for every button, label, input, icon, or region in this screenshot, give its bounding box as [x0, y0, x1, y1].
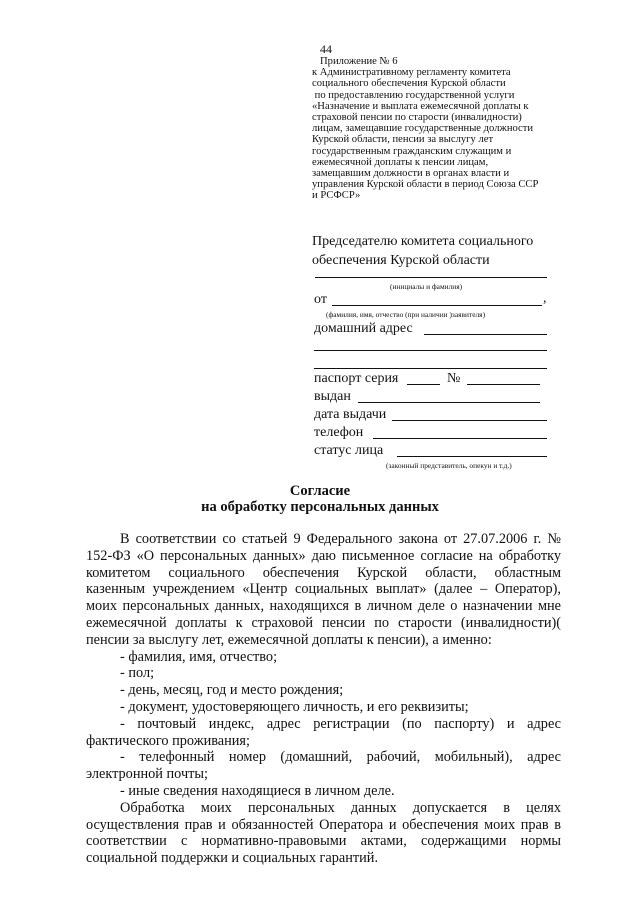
status-label: статус лица — [314, 443, 384, 458]
body-line: пенсии за выслугу лет, ежемесячной доплаты к пенсии), а именно: — [86, 631, 492, 648]
list-item-continuation: фактического проживания; — [86, 732, 250, 749]
list-item: - почтовый индекс, адрес регистрации (по паспорту) и адрес — [120, 715, 561, 732]
consent-subtitle: на обработку персональных данных — [201, 499, 439, 515]
appendix-line: к Административному регламенту комитета — [312, 67, 511, 79]
appendix-line: социального обеспечения Курской области — [312, 78, 506, 90]
page-number: 44 — [320, 42, 332, 56]
appendix-line: замещавшим должности в органах власти и — [312, 168, 510, 180]
body-line: 152-ФЗ «О персональных данных» даю письменное согласие на обработку — [86, 547, 561, 564]
appendix-line: страховой пенсии по старости (инвалидности) — [312, 112, 522, 124]
list-item: - иные сведения находящиеся в личном деле. — [120, 782, 395, 799]
list-item: - пол; — [120, 665, 155, 682]
issued-by-field[interactable] — [358, 402, 540, 403]
applicant-name-field[interactable] — [332, 305, 542, 306]
appendix-line: ежемесячной доплаты к пенсии лицам, — [312, 156, 489, 168]
passport-number-label: № — [447, 371, 461, 386]
body-line: моих персональных данных, находящихся в личном деле о назначении мне — [86, 598, 561, 615]
home-address-field[interactable] — [424, 334, 547, 335]
body-line: осуществления прав и обязанностей Оператора и обеспечения моих прав в — [86, 816, 561, 833]
passport-number-field[interactable] — [467, 384, 540, 385]
appendix-line: «Назначение и выплата ежемесячной доплаты к — [312, 100, 529, 112]
body-line: Обработка моих персональных данных допускается в целях — [120, 799, 561, 816]
issued-by-label: выдан — [314, 389, 351, 404]
initials-field[interactable] — [315, 277, 547, 278]
passport-series-label: паспорт серия — [314, 371, 399, 386]
appendix-line: управления Курской области в период Союза ССР — [312, 179, 539, 191]
addressee-block — [312, 232, 533, 270]
consent-title: Согласие — [289, 483, 351, 499]
list-item-continuation: электронной почты; — [86, 766, 208, 783]
body-line: соответствии с нормативно-правовыми актами, содержащими нормы — [86, 833, 561, 850]
from-trailing-comma: , — [543, 291, 547, 306]
appendix-line: государственным гражданским служащим и — [312, 145, 512, 157]
addressee-line: обеспечения Курской области — [312, 253, 490, 268]
list-item: - документ, удостоверяющего личность, и его реквизиты; — [120, 698, 469, 715]
list-item: - день, месяц, год и место рождения; — [120, 682, 344, 699]
list-item: - телефонный номер (домашний, рабочий, мобильный), адрес — [120, 749, 561, 766]
appendix-line: по предоставлению государственной услуги — [312, 89, 515, 101]
consent-body — [86, 531, 561, 867]
passport-series-field[interactable] — [407, 384, 440, 385]
body-line: комитетом социального обеспечения Курской области, областным — [86, 564, 561, 581]
body-line: казенным учреждением «Центр социальных выплат» (далее – Оператор), — [86, 581, 561, 598]
appendix-line: Курской области, пенсии за выслугу лет — [312, 134, 494, 146]
issue-date-field[interactable] — [392, 420, 547, 421]
phone-field[interactable] — [373, 438, 547, 439]
body-line: ежемесячной доплаты к страховой пенсии по старости (инвалидности)( — [86, 614, 561, 631]
appendix-line: и РСФСР» — [312, 190, 361, 202]
home-address-field-line3[interactable] — [314, 368, 547, 369]
status-field[interactable] — [397, 456, 547, 457]
home-address-field-line2[interactable] — [314, 350, 547, 351]
status-hint: (законный представитель, опекун и т.д.) — [386, 461, 512, 470]
from-label: от — [314, 292, 327, 307]
addressee-line: Председателю комитета социального — [312, 234, 534, 249]
appendix-line: лицам, замещавшие государственные должности — [312, 123, 534, 135]
list-item: - фамилия, имя, отчество; — [120, 648, 278, 665]
body-line: социальной поддержки и социальных гарантий. — [86, 850, 379, 867]
issue-date-label: дата выдачи — [314, 407, 387, 422]
initials-hint: (инициалы и фамилия) — [390, 282, 463, 291]
home-address-label: домашний адрес — [314, 321, 413, 336]
appendix-line: Приложение № 6 — [320, 56, 398, 67]
applicant-name-hint: (фамилия, имя, отчество (при наличии )заявителя) — [326, 310, 486, 319]
phone-label: телефон — [314, 425, 364, 440]
body-line: В соответствии со статьей 9 Федерального закона от 27.07.2006 г. № — [120, 531, 561, 547]
appendix-header — [312, 56, 582, 202]
